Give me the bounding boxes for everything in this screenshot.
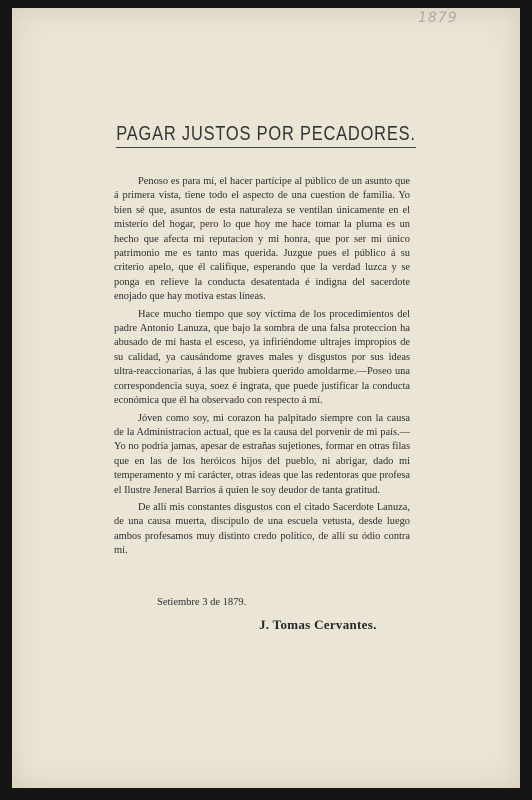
handwritten-year-annotation: 1879	[418, 10, 458, 26]
paragraph-1: Penoso es para mí, el hacer partícipe al público de un asunto que á primera vista, tiene todo el aspecto de una cuestion de familia. Yo bien sé que, asuntos de esta naturaleza se ventilan únicamente en el misterio del hogar, pero lo que hoy me hace tomar la pluma es un hecho que afecta mi reputacion y mi honra, que por ser mi único patrimonio me es tanto mas querida. Juzgue pues el público á su criterio apelo, que él califique, esperando que la verdad luzca y se ponga en relieve la conducta desatentada é indigna del sacerdote enojado que hay motiva estas líneas.	[114, 176, 410, 303]
paragraph-3: Jóven como soy, mi corazon ha palpitado siempre con la causa de la Administracion actual, que es la causa del porvenir de mi país.—Yo no podria jamas, apesar de estrañas sujetiones, formar en otras filas que en las de los heróicos hijos del pueblo, ni abrigar, dado mi temperamento y mi carácter, otras ideas que las redentoras que profesa el Ilustre Jeneral Barrios á quien le soy deudor de tanta gratitud.	[114, 412, 410, 496]
document-date: Setiembre 3 de 1879.	[157, 597, 247, 608]
document-title	[48, 123, 484, 148]
author-signature: J. Tomas Cervantes.	[259, 617, 377, 632]
document-body	[114, 175, 410, 562]
title-text: PAGAR JUSTOS POR PECADORES.	[116, 123, 415, 148]
paragraph-4: De allí mis constantes disgustos con el citado Sacerdote Lanuza, de una causa muerta, discípulo de una escuela vetusta, desde luego ambos profesamos muy distinto credo político, de allí su ódio contra mí.	[114, 501, 410, 557]
paragraph-2: Hace mucho tiempo que soy víctima de los procedimientos del padre Antonio Lanuza, que bajo la sombra de una falsa proteccion ha abusado de mí hasta el esceso, ya infiriéndome ultrajes impropios de su calidad, ya causándome graves males y disgustos por sus ideas ultra-reaccionarias, á las que hubiera querido amoldarme.—Poseo una correspondencia suya, soez é ingrata, que puede justificar la conducta económica que él ha observado con respecto á mí.	[114, 308, 410, 407]
